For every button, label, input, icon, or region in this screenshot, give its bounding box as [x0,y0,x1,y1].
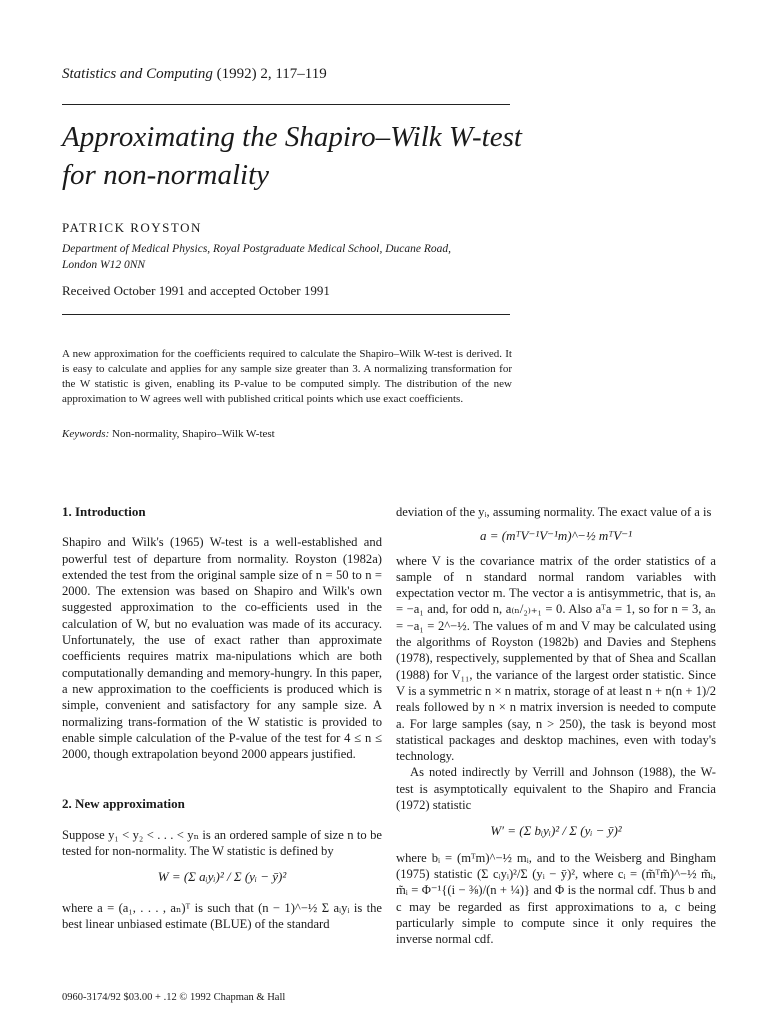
section-2-heading: 2. New approximation [62,796,185,812]
abstract: A new approximation for the coefficients required to calculate the Shapiro–Wilk W-test is derived. It is easy to calculate and applies for any sample size greater than 3. A normalizing transformation for the W statistic is given, enabling its P-value to be computed simply. The distribution of the new approximation to W agrees well with published critical points which use exact coefficients. [62,348,512,405]
affiliation [62,241,522,273]
bottom-rule [62,314,510,315]
equation-w-prime: W′ = (Σ bᵢyᵢ)² / Σ (yᵢ − ȳ)² [490,823,622,839]
journal-name: Statistics and Computing [62,66,213,82]
title-line-1: Approximating the Shapiro–Wilk W-test [62,121,522,153]
keywords-list: Non-normality, Shapiro–Wilk W-test [112,428,275,440]
top-rule [62,104,510,105]
right-column [396,504,716,947]
affiliation-line-1: Department of Medical Physics, Royal Postgraduate Medical School, Ducane Road, [62,243,451,255]
paper-title [62,118,582,194]
left-column [62,504,382,932]
journal-info: (1992) 2, 117–119 [216,66,327,82]
journal-citation [62,66,327,83]
right-para-3: As noted indirectly by Verrill and Johnson (1988), the W-test is asymptotically equivalent to the Shapiro and Francia (1972) statistic [396,765,716,813]
equation-w: W = (Σ aᵢyᵢ)² / Σ (yᵢ − ȳ)² [157,869,287,885]
section-2-text: Suppose y₁ < y₂ < . . . < yₙ is an ordered sample of size n to be tested for non-normality. The W statistic is defined by [62,827,382,859]
right-para-1: deviation of the yᵢ, assuming normality. The exact value of a is [396,505,712,519]
section-1-heading: 1. Introduction [62,504,146,519]
received-date: Received October 1991 and accepted October 1991 [62,283,330,298]
section-1-text: Shapiro and Wilk's (1965) W-test is a well-established and powerful test of departure from normality. Royston (1982a) extended the test from the original sample size of n = 50 to n = 2000. The extension was based on Shapiro and Wilk's own suggested approximation to the co-efficients used in the calculation of W, but no evaluation was made of its accuracy. Unfortunately, the use of exact rather than approximate coefficients requires matrix ma-nipulations which are both computationally demanding and memory-hungry. In this paper, a new approximation to the coefficients is produced which is simple, convenient and satisfactory for any sample size. A normalizing trans-formation of the W statistic is provided to enable simple calculation of the P-value of the test for 4 ≤ n ≤ 2000, though extrapolation beyond 2000 appears justified. [62,535,382,762]
right-para-4: where bᵢ = (mᵀm)^−½ mᵢ, and to the Weisberg and Bingham (1975) statistic (Σ cᵢyᵢ)²/Σ (yᵢ − ȳ)², where cᵢ = (m̃ᵀm̃)^−½ m̃ᵢ, m̃ᵢ = Φ⁻¹{(i − ⅜)/(n + ¼)} and Φ is the normal cdf. Thus b and c may be regarded as first approximations to a, c being particularly simple to compute since it only requires the inverse normal cdf. [396,850,716,947]
section-2-text-2: where a = (a₁, . . . , aₙ)ᵀ is such that (n − 1)^−½ Σ aᵢyᵢ is the best linear unbiased estimate (BLUE) of the standard [62,900,382,931]
author-name: PATRICK ROYSTON [62,220,202,235]
equation-a: a = (mᵀV⁻¹V⁻¹m)^−½ mᵀV⁻¹ [480,528,632,544]
title-line-2: for non-normality [62,159,270,191]
keywords [62,428,275,440]
keywords-label: Keywords: [62,428,110,440]
right-para-2: where V is the covariance matrix of the order statistics of a sample of n standard normal random variables with expectation vector m. The vector a is antisymmetric, that is, aₙ = −a₁ and, for odd n, a₍ₙ/₂₎₊₁ = 0. Also aᵀa = 1, so for n = 3, aₙ = −a₁ = 2^−½. The values of m and V may be calculated using the algorithms of Royston (1982b) and Davies and Stephens (1978), respectively, supplemented by that of Shea and Scallan (1988) for V₁₁, the variance of the largest order statistic. Since V is a symmetric n × n matrix, storage of at least n + n(n + 1)/2 reals followed by n × n matrix inversion is needed to compute a. For large samples (say, n > 250), the task is beyond most statistical packages and desktop machines, even with today's technology. [396,553,716,764]
copyright-footer: 0960-3174/92 $03.00 + .12 © 1992 Chapman & Hall [62,992,286,1003]
affiliation-line-2: London W12 0NN [62,259,146,271]
